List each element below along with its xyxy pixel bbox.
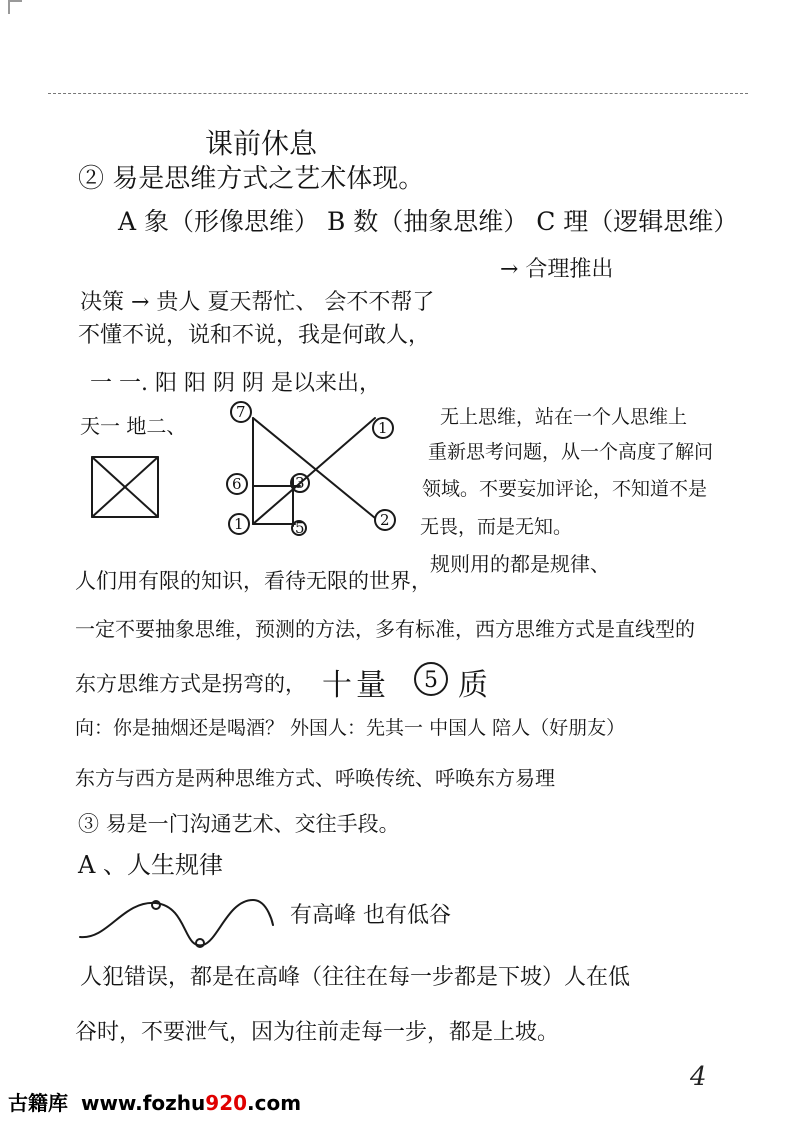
line-life-law: A 、人生规律 [78,851,223,879]
note-line-1: 无上思维，站在一个人思维上 [440,406,688,428]
quality-char: 质 [458,668,488,703]
note-line-3: 领域。不要妄加评论，不知道不是 [422,478,708,500]
line-peak-valley: 有高峰 也有低谷 [290,903,451,928]
quantity-char: 量 [356,668,386,703]
site-name: 古籍库 [8,1091,68,1115]
site-footer [8,1087,301,1116]
line-communication: ③ 易是一门沟通艺术、交往手段。 [78,812,400,836]
diagram-label-6: 6 [232,475,242,493]
circled-digit-5 [412,660,450,698]
numbered-line-diagram [225,398,415,538]
circled-digit-label: 5 [424,668,438,693]
line-2: ② 易是思维方式之艺术体现。 [78,164,425,194]
line-decision: 决策 → 贵人 夏天帮忙、 会不不帮了 [80,290,435,315]
line-yinyang: 一 一. 阳 阳 阴 阴 是以来出， [90,371,381,396]
line-heaven-earth: 天一 地二、 [80,414,187,438]
note-line-2: 重新思考问题，从一个高度了解问 [428,441,714,463]
line-abc: A 象（形像思维） B 数（抽象思维） C 理（逻辑思维） [118,207,739,236]
url-number: 920 [205,1091,248,1115]
line-two-ways: 东方与西方是两种思维方式、呼唤传统、呼唤东方易理 [75,766,555,790]
line-valley: 谷时，不要泄气，因为往前走每一步，都是上坡。 [75,1020,560,1045]
line-know: 不懂不说，说和不说，我是何敢人， [78,323,431,348]
scan-corner-mark [8,0,22,14]
diagram-label-7: 7 [236,403,246,421]
site-url[interactable] [81,1091,301,1115]
arrow-reason: → 合理推出 [500,257,614,282]
note-line-4: 无畏，而是无知。 [420,516,573,538]
line-smoke-drink: 向：你是抽烟还是喝酒？ 外国人：先其一 中国人 陪人（好朋友） [75,717,626,739]
line-rules: 规则用的都是规律、 [430,552,610,576]
diagram-label-3: 3 [295,474,305,492]
url-suffix: .com [247,1091,302,1115]
line-limited: 人们用有限的知识，看待无限的世界， [75,569,432,593]
page-number: 4 [690,1062,707,1092]
page-title: 课前休息 [205,127,318,160]
line-eastern: 东方思维方式是拐弯的， [75,672,306,696]
plus-sign: 十 [322,668,352,703]
diagram-label-2: 2 [380,511,390,529]
header-dashed-rule [48,93,748,94]
line-western: 一定不要抽象思维，预测的方法，多有标准，西方思维方式是直线型的 [75,617,695,641]
diagram-label-1b: 1 [234,515,244,533]
life-wave-diagram [78,895,278,955]
line-mistakes: 人犯错误，都是在高峰（往往在每一步都是下坡）人在低 [80,965,631,990]
diagram-label-5: 5 [295,519,305,537]
diagram-label-1: 1 [378,419,388,437]
url-prefix: www.fozhu [80,1091,206,1115]
square-x-diagram [90,455,162,521]
